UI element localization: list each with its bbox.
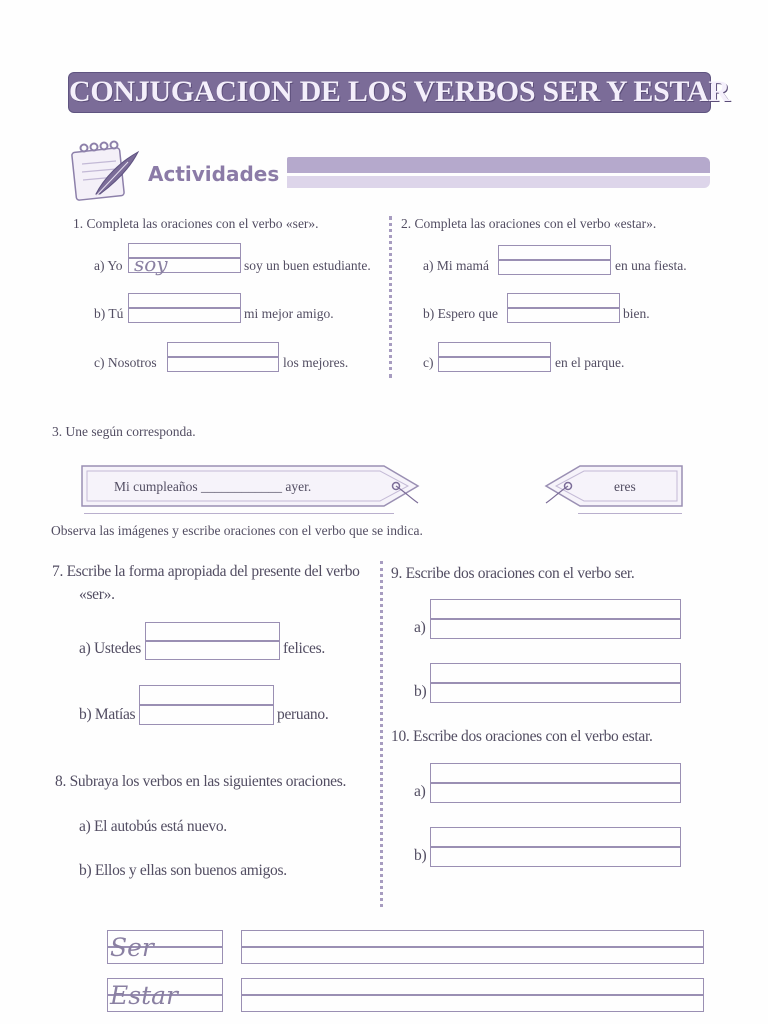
ex2-b-box-bottom[interactable]: [507, 307, 620, 323]
divider-dots-top: [389, 216, 392, 378]
ex1-c-post: los mejores.: [283, 355, 349, 370]
ex8-sentence-a[interactable]: a) El autobús está nuevo.: [79, 818, 227, 835]
ex1-b-pre: b) Tú: [94, 306, 124, 321]
ex10-a-label: a): [414, 783, 426, 800]
ex1-b-post: mi mejor amigo.: [244, 306, 334, 321]
ex7-b-box-top[interactable]: [139, 685, 274, 706]
ex1-prompt: 1. Completa las oraciones con el verbo «ser».: [73, 216, 319, 231]
ex3-prompt: 3. Une según corresponda.: [52, 424, 196, 439]
ex3-left-tag-text: Mi cumpleaños ____________ ayer.: [114, 479, 312, 494]
ex7-a-pre: a) Ustedes: [79, 640, 141, 657]
ex9-a-line-top[interactable]: [430, 599, 681, 620]
notepad-quill-icon: [70, 134, 142, 204]
ex7-b-box-bottom[interactable]: [139, 704, 274, 725]
ex10-b-line-bottom[interactable]: [430, 846, 681, 867]
ex1-c-pre: c) Nosotros: [94, 355, 157, 370]
ex9-prompt: 9. Escribe dos oraciones con el verbo ser.: [391, 565, 635, 582]
ex1-b-box-bottom[interactable]: [128, 307, 241, 323]
ex10-prompt: 10. Escribe dos oraciones con el verbo estar.: [391, 728, 653, 745]
section-bar-bottom: [287, 176, 710, 188]
ex1-a-pre: a) Yo: [94, 258, 123, 273]
ex2-b-post: bien.: [623, 306, 650, 321]
ex7-b-post: peruano.: [277, 706, 329, 723]
ser-answer-line-bottom[interactable]: [241, 946, 704, 964]
ex9-a-line-bottom[interactable]: [430, 618, 681, 639]
ex1-a-post: soy un buen estudiante.: [244, 258, 371, 273]
ex2-a-pre: a) Mi mamá: [423, 258, 489, 273]
divider-dots-bottom: [380, 561, 383, 907]
ex1-a-handwritten-answer: soy: [134, 252, 168, 276]
ex9-b-label: b): [414, 683, 427, 700]
section-label: Actividades: [148, 162, 280, 186]
ex2-prompt: 2. Completa las oraciones con el verbo «estar».: [401, 216, 657, 231]
ex8-prompt: 8. Subraya los verbos en las siguientes oraciones.: [55, 773, 347, 790]
ex7-a-post: felices.: [283, 640, 325, 657]
ex7-prompt-line1: 7. Escribe la forma apropiada del presente del verbo: [52, 563, 360, 580]
ex2-b-pre: b) Espero que: [423, 306, 498, 321]
observe-instruction: Observa las imágenes y escribe oraciones con el verbo que se indica.: [51, 523, 423, 538]
ex7-a-box-bottom[interactable]: [145, 640, 280, 660]
ex10-b-line-top[interactable]: [430, 827, 681, 848]
title-bar: [69, 73, 730, 112]
ex3-left-underline: [84, 513, 394, 514]
ser-label: Ser: [110, 933, 154, 962]
ex2-a-post: en una fiesta.: [615, 258, 687, 273]
ex3-right-underline: [578, 513, 682, 514]
ex3-right-tag-text: eres: [614, 479, 636, 494]
ex9-a-label: a): [414, 619, 426, 636]
section-bar-top: [287, 157, 710, 173]
estar-label: Estar: [110, 981, 178, 1010]
ex9-b-line-bottom[interactable]: [430, 682, 681, 703]
page-title: CONJUGACION DE LOS VERBOS SER Y ESTAR: [69, 75, 730, 108]
ex2-a-box-bottom[interactable]: [498, 259, 611, 275]
ex9-b-line-top[interactable]: [430, 663, 681, 684]
ex10-b-label: b): [414, 847, 427, 864]
ex10-a-line-top[interactable]: [430, 763, 681, 784]
ex7-prompt-line2: «ser».: [79, 586, 115, 603]
ex7-a-box-top[interactable]: [145, 622, 280, 642]
ex1-c-box-bottom[interactable]: [167, 356, 279, 372]
ex2-c-pre: c): [423, 355, 434, 370]
ex10-a-line-bottom[interactable]: [430, 782, 681, 803]
ex8-sentence-b[interactable]: b) Ellos y ellas son buenos amigos.: [79, 862, 287, 879]
estar-answer-line-bottom[interactable]: [241, 994, 704, 1012]
ex2-c-post: en el parque.: [555, 355, 625, 370]
ex7-b-pre: b) Matías: [79, 706, 136, 723]
ex2-c-box-bottom[interactable]: [438, 356, 551, 372]
